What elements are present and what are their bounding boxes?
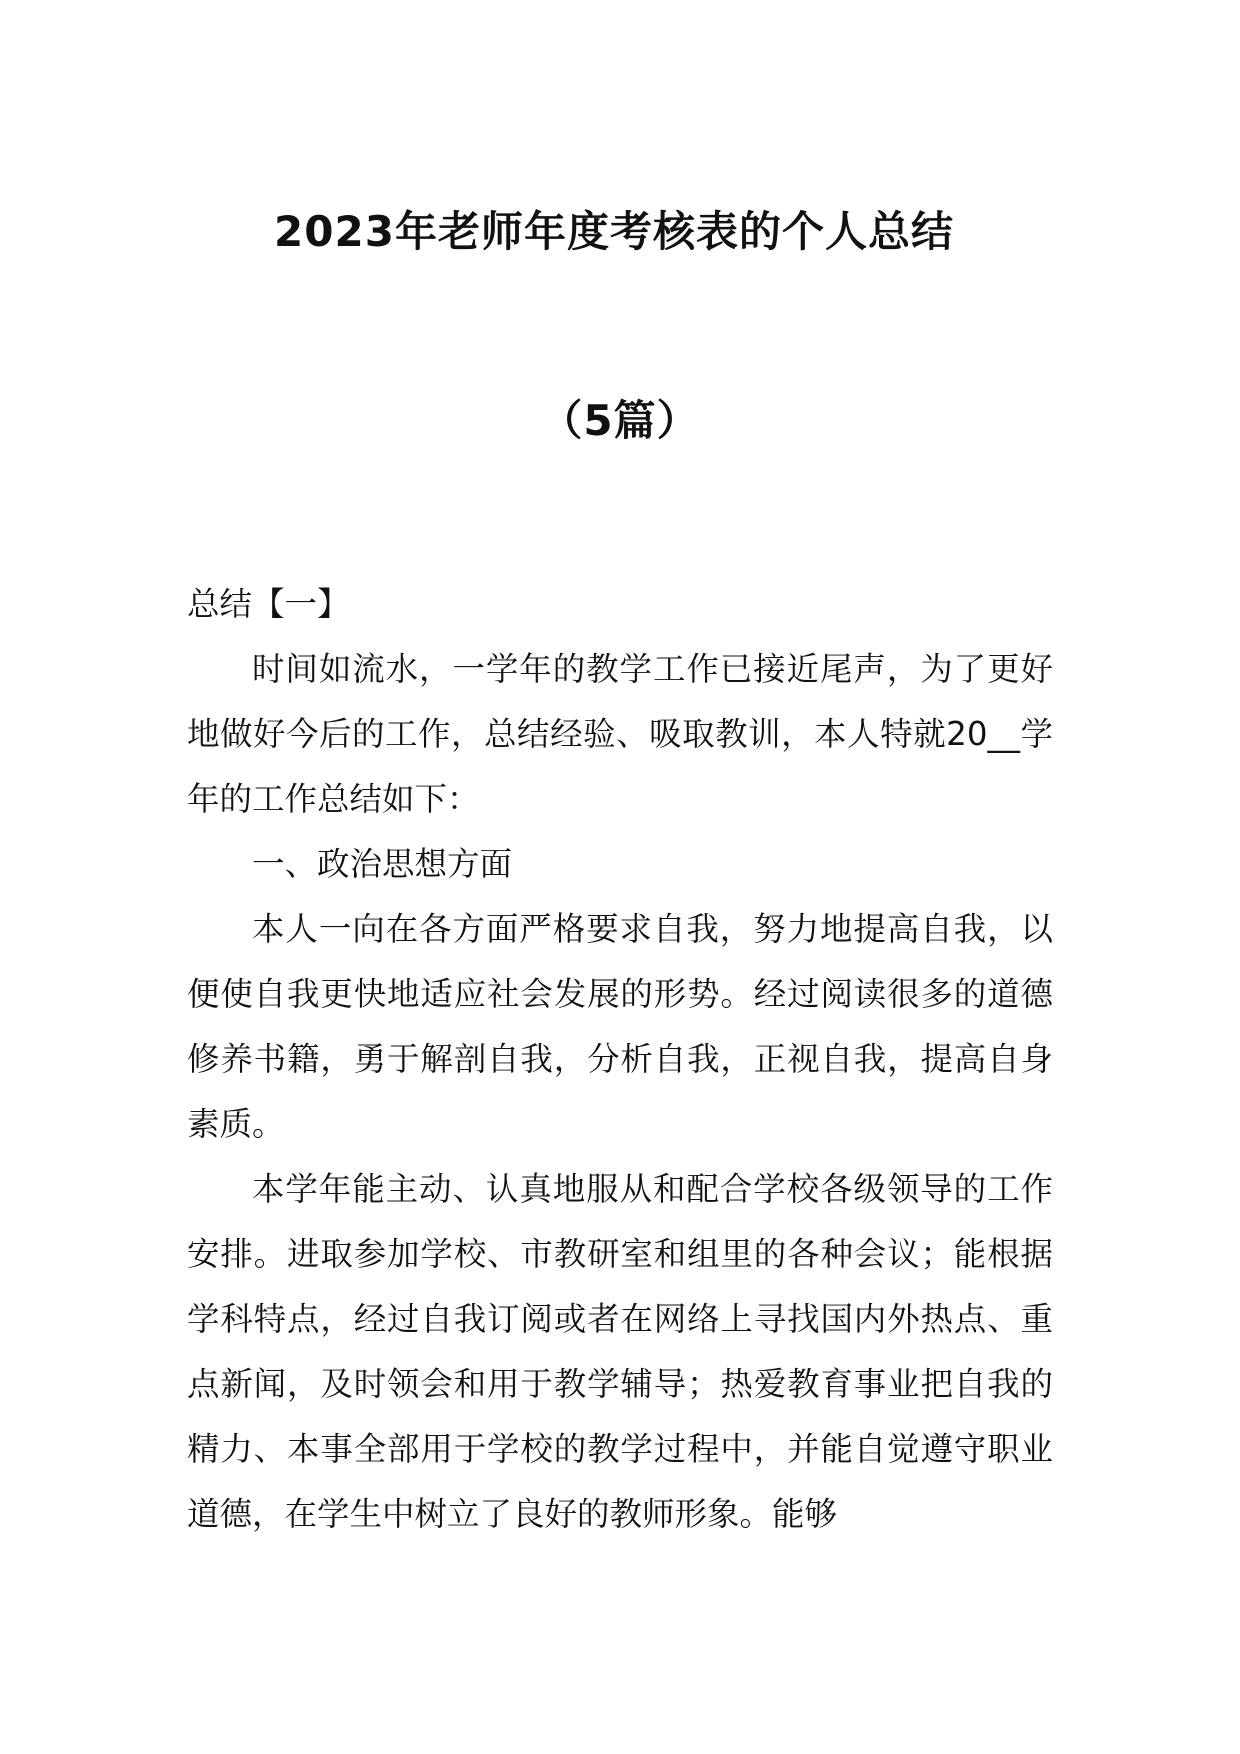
section-label: 总结【一】 [187,585,350,623]
section-heading: 一、政治思想方面 [252,845,513,883]
document-title: 2023年老师年度考核表的个人总结 [274,207,954,256]
paragraph: 时间如流水，一学年的教学工作已接近尾声，为了更好地做好今后的工作，总结经验、吸取教训，本人特就20__学年的工作总结如下： [187,650,1053,818]
paragraph: 本人一向在各方面严格要求自我，努力地提高自我，以便使自我更快地适应社会发展的形势。经过阅读很多的道德修养书籍，勇于解剖自我，分析自我，正视自我，提高自身素质。 [187,910,1053,1143]
paragraph: 本学年能主动、认真地服从和配合学校各级领导的工作安排。进取参加学校、市教研室和组里的各种会议；能根据学科特点，经过自我订阅或者在网络上寻找国内外热点、重点新闻，及时领会和用于教学辅导；热爱教育事业把自我的精力、本事全部用于学校的教学过程中，并能自觉遵守职业道德，在学生中树立了良好的教师形象。能够 [187,1170,1053,1533]
document-subtitle: （5篇） [540,396,700,445]
document-body [187,572,1053,1547]
